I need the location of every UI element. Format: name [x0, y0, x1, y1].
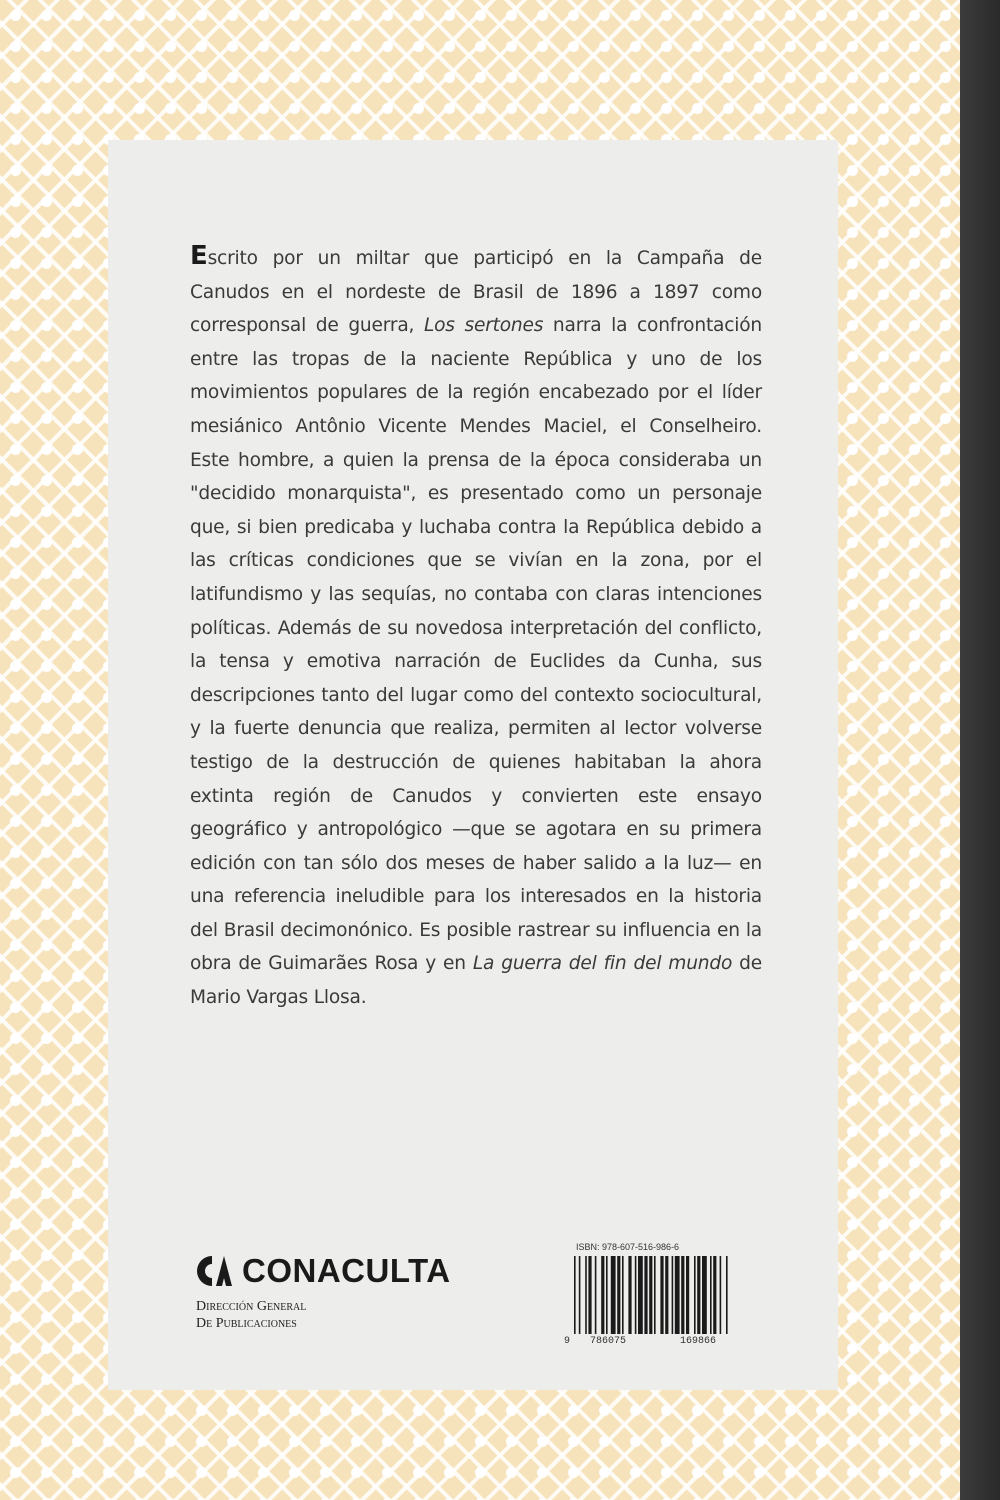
- barcode-bar: [694, 1256, 696, 1334]
- barcode-bar: [649, 1256, 652, 1334]
- barcode-bar: [654, 1256, 656, 1334]
- barcode-digit-first: 9: [564, 1336, 571, 1347]
- barcode-bar: [681, 1256, 684, 1334]
- book-blurb: [190, 240, 762, 1015]
- barcode-bar: [606, 1256, 608, 1334]
- barcode-bar: [585, 1256, 587, 1334]
- barcode-bar: [726, 1256, 728, 1334]
- barcode-bar: [601, 1256, 604, 1334]
- barcode-digit-group-2: 169866: [680, 1336, 717, 1347]
- barcode-bars: [560, 1254, 770, 1336]
- logo-wordmark: CONACULTA: [242, 1252, 451, 1289]
- barcode-bar: [644, 1256, 647, 1334]
- publisher-division: [196, 1298, 306, 1332]
- barcode-bar: [665, 1256, 668, 1334]
- barcode-bar: [660, 1256, 663, 1334]
- barcode-bar: [713, 1256, 716, 1334]
- barcode-bar: [710, 1256, 712, 1334]
- barcode-bar: [672, 1256, 674, 1334]
- barcode-bar: [638, 1256, 643, 1334]
- book-spine-edge: [960, 0, 1000, 1500]
- drop-cap: E: [190, 241, 208, 271]
- barcode-bar: [697, 1256, 700, 1334]
- barcode-bar: [579, 1256, 581, 1334]
- barcode-bar: [574, 1256, 576, 1334]
- barcode-bar: [588, 1256, 591, 1334]
- barcode-bar: [675, 1256, 680, 1334]
- barcode-bar: [686, 1256, 689, 1334]
- back-cover-panel: [108, 140, 838, 1390]
- isbn-label: ISBN: 978-607-516-986-6: [576, 1242, 680, 1252]
- isbn-barcode: [560, 1240, 770, 1352]
- division-line-2: De Publicaciones: [196, 1316, 297, 1331]
- barcode-bar: [622, 1256, 624, 1334]
- barcode-bar: [617, 1256, 620, 1334]
- book-title-la-guerra: La guerra del fin del mundo: [472, 953, 733, 975]
- barcode-bar: [628, 1256, 631, 1334]
- conaculta-logo: [194, 1252, 451, 1290]
- division-line-1: Dirección General: [196, 1299, 307, 1314]
- blurb-text-3: de Mario Vargas Llosa.: [190, 953, 763, 1009]
- barcode-digits: [560, 1336, 770, 1350]
- book-title-los-sertones: Los sertones: [423, 315, 544, 337]
- barcode-bar: [702, 1256, 707, 1334]
- barcode-bar: [720, 1256, 722, 1334]
- barcode-bar: [611, 1256, 616, 1334]
- blurb-text-2: narra la confrontación entre las tropas de la naciente República y uno de los movimientos populares de la región encabezado por el líder mesiánico Antônio Vicente Mendes Maciel, el Conselheiro. Este hombre, a quien la prensa de la época consideraba un "decidido monarquista", es presentado como un personaje que, si bien predicaba y luchaba contra la República debido a las críticas condiciones que se vivían en la zona, por el latifundismo y las sequías, no contaba con claras intenciones políticas. Además de su novedosa interpretación del conflicto, la tensa y emotiva narración de Euclides da Cunha, sus descripciones tanto del lugar como del contexto sociocultural, y la fuerte denuncia que realiza, permiten al lector volverse testigo de la destrucción de quienes habitaban la ahora extinta región de Canudos y convierten este ensayo geográfico y antropológico —que se agotara en su primera edición con tan sólo dos meses de haber salido a la luz— en una referencia ineludible para los interesados en la historia del Brasil decimonónico. Es posible rastrear su influencia en la obra de Guimarães Rosa y en: [190, 315, 762, 975]
- barcode-digit-group-1: 786075: [590, 1336, 627, 1347]
- barcode-bar: [595, 1256, 597, 1334]
- conaculta-mark-icon: [194, 1254, 234, 1288]
- blurb-text-1: scrito por un miltar que participó en la Campaña de Canudos en el nordeste de Brasil de 1896 a 1897 como corresponsal de guerra,: [190, 248, 762, 337]
- barcode-bar: [635, 1256, 637, 1334]
